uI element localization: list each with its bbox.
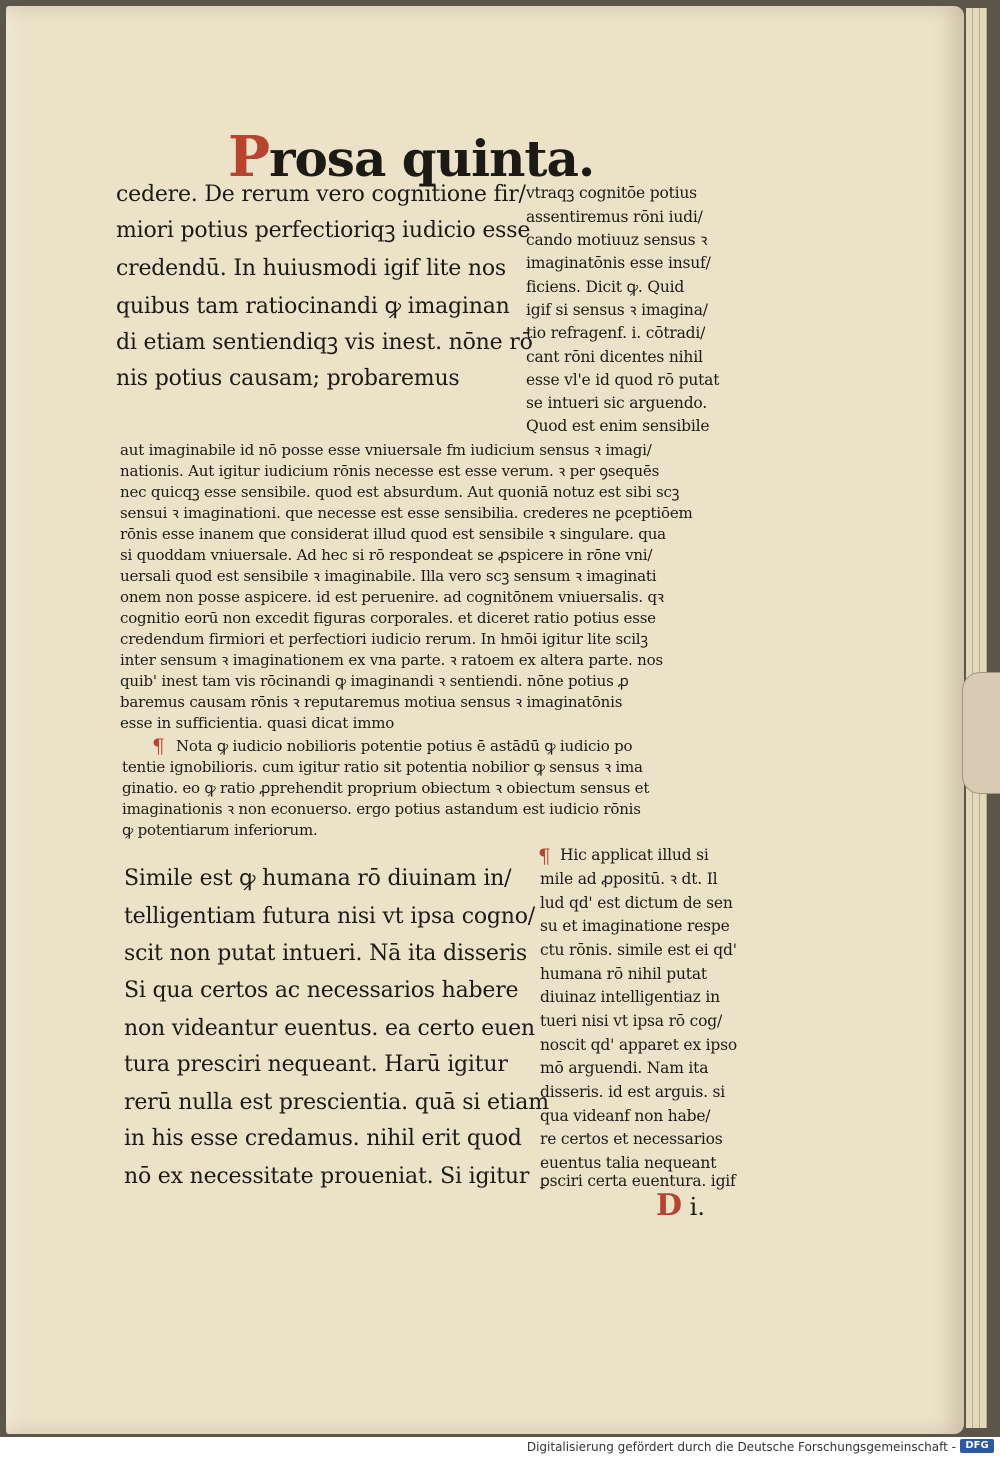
text-line: mō arguendi. Nam ita bbox=[540, 1059, 709, 1077]
text-line: tueri nisi vt ipsa rō cog/ bbox=[540, 1012, 722, 1030]
signature-rest: i. bbox=[682, 1193, 705, 1221]
text-line: telligentiam futura nisi vt ipsa cogno/ bbox=[124, 904, 536, 929]
title-rest: rosa quinta. bbox=[269, 129, 595, 188]
text-line: nationis. Aut igitur iudicium rōnis necesse est esse verum. ꝛ per ꝯsequēs bbox=[120, 462, 660, 480]
text-line: inter sensum ꝛ imaginationem ex vna parte. ꝛ ratoem ex altera parte. nos bbox=[120, 651, 663, 669]
text-line: si quoddam vniuersale. Ad hec si rō respondeat se ꝓspicere in rōne vni/ bbox=[120, 546, 653, 564]
text-line: cando motiuuz sensus ꝛ bbox=[526, 231, 708, 249]
text-line: scit non putat intueri. Nā ita disseris bbox=[124, 941, 527, 966]
text-line: humana rō nihil putat bbox=[540, 965, 707, 983]
text-line: non videantur euentus. ea certo euen bbox=[124, 1016, 535, 1041]
text-line: uersali quod est sensibile ꝛ imaginabile. Illa vero scꝫ sensum ꝛ imaginati bbox=[120, 567, 657, 585]
text-line: qua videanf non habe/ bbox=[540, 1107, 711, 1125]
text-line: ginatio. eo ꝙ ratio ꝓprehendit proprium obiectum ꝛ obiectum sensus et bbox=[122, 779, 650, 797]
text-line: nō ex necessitate proueniat. Si igitur bbox=[124, 1164, 530, 1189]
text-line: Nota ꝙ iudicio nobilioris potentie potius ē astādū ꝙ iudicio po bbox=[176, 737, 633, 755]
text-line: Simile est ꝙ humana rō diuinam in/ bbox=[124, 866, 512, 891]
text-line: tio refragenf. i. cōtradi/ bbox=[526, 324, 706, 342]
text-line: euentus talia nequeant bbox=[540, 1154, 717, 1172]
text-line: vtraqꝫ cognitōe potius bbox=[526, 184, 697, 202]
footer-credit: Digitalisierung gefördert durch die Deutsche Forschungsgemeinschaft - bbox=[526, 1440, 956, 1454]
book-clasp bbox=[962, 672, 1000, 794]
text-line: ctu rōnis. simile est ei qd' bbox=[540, 941, 737, 959]
text-line: di etiam sentiendiqꝫ vis inest. nōne rō bbox=[116, 330, 533, 355]
text-line: miori potius perfectioriqꝫ iudicio esse bbox=[116, 218, 531, 243]
text-line: imaginationis ꝛ non econuerso. ergo potius astandum est iudicio rōnis bbox=[122, 800, 641, 818]
text-line: se intueri sic arguendo. bbox=[526, 394, 708, 412]
text-line: disseris. id est arguis. si bbox=[540, 1083, 726, 1101]
dfg-logo-icon: DFG bbox=[960, 1439, 994, 1453]
text-line: tura presciri nequeant. Harū igitur bbox=[124, 1052, 508, 1077]
text-line: noscit qd' apparet ex ipso bbox=[540, 1036, 737, 1054]
signature-letter: D bbox=[656, 1188, 683, 1223]
page-title bbox=[228, 124, 594, 190]
title-initial: P bbox=[228, 124, 270, 190]
pilcrow-mark: ¶ bbox=[152, 734, 165, 758]
text-line: assentiremus rōni iudi/ bbox=[526, 208, 703, 226]
text-line: su et imaginatione respe bbox=[540, 917, 730, 935]
text-line: nec quicqꝫ esse sensibile. quod est absurdum. Aut quoniā notuz est sibi scꝫ bbox=[120, 483, 680, 501]
footer-bar bbox=[0, 1437, 1000, 1457]
text-line: cognitio eorū non excedit figuras corporales. et diceret ratio potius esse bbox=[120, 609, 656, 627]
text-line: rōnis esse inanem que considerat illud quod est sensibile ꝛ singulare. qua bbox=[120, 525, 666, 543]
text-line: tentie ignobilioris. cum igitur ratio sit potentia nobilior ꝙ sensus ꝛ ima bbox=[122, 758, 643, 776]
text-line: imaginatōnis esse insuf/ bbox=[526, 254, 711, 272]
text-line: esse in sufficientia. quasi dicat immo bbox=[120, 714, 395, 732]
text-line: diuinaz intelligentiaz in bbox=[540, 988, 720, 1006]
text-line: cant rōni dicentes nihil bbox=[526, 348, 703, 366]
text-line: ficiens. Dicit ꝙ. Quid bbox=[526, 278, 685, 296]
text-line: lud qd' est dictum de sen bbox=[540, 894, 733, 912]
text-line: Quod est enim sensibile bbox=[526, 417, 710, 435]
text-line: re certos et necessarios bbox=[540, 1130, 723, 1148]
text-line: credendum firmiori et perfectiori iudicio rerum. In hmōi igitur lite scilꝫ bbox=[120, 630, 648, 648]
signature-mark bbox=[656, 1188, 705, 1223]
text-line: esse vl'e id quod rō putat bbox=[526, 371, 720, 389]
text-line: nis potius causam; probaremus bbox=[116, 366, 460, 391]
text-line: in his esse credamus. nihil erit quod bbox=[124, 1126, 522, 1151]
text-line: Hic applicat illud si bbox=[560, 846, 709, 864]
text-line: onem non posse aspicere. id est peruenire. ad cognitōnem vniuersalis. qꝛ bbox=[120, 588, 664, 606]
text-line: baremus causam rōnis ꝛ reputaremus motiua sensus ꝛ imaginatōnis bbox=[120, 693, 623, 711]
text-line: Si qua certos ac necessarios habere bbox=[124, 978, 519, 1003]
text-line: rerū nulla est prescientia. quā si etiam bbox=[124, 1090, 549, 1115]
text-line: quib' inest tam vis rōcinandi ꝙ imaginandi ꝛ sentiendi. nōne potius ꝓ bbox=[120, 672, 629, 690]
text-line: sensui ꝛ imaginationi. que necesse est esse sensibilia. crederes ne ꝑceptiōem bbox=[120, 504, 693, 522]
text-line: igif si sensus ꝛ imagina/ bbox=[526, 301, 708, 319]
text-line: quibus tam ratiocinandi ꝙ imaginan bbox=[116, 294, 510, 319]
text-line: aut imaginabile id nō posse esse vniuersale fm iudicium sensus ꝛ imagi/ bbox=[120, 441, 652, 459]
text-line: mile ad ꝓpositū. ꝛ dt. Il bbox=[540, 870, 718, 888]
pilcrow-mark: ¶ bbox=[538, 844, 551, 868]
text-line: ꝑsciri certa euentura. igif bbox=[540, 1172, 736, 1190]
text-line: ꝙ potentiarum inferiorum. bbox=[122, 821, 318, 839]
text-line: cedere. De rerum vero cognitione fir/ bbox=[116, 182, 526, 207]
text-line: credendū. In huiusmodi igif lite nos bbox=[116, 256, 506, 281]
book-page bbox=[6, 6, 964, 1434]
